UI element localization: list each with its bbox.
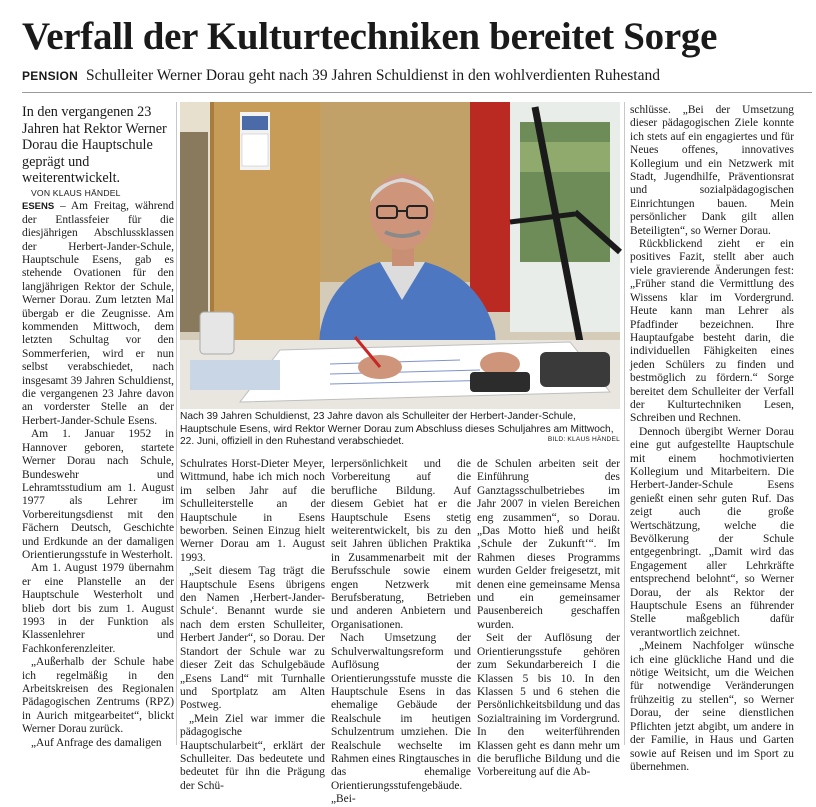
column-separator (624, 102, 625, 745)
photo-illustration (180, 102, 620, 409)
paragraph-text: – Am Freitag, während der Entlassfeier für die diesjährigen Abschlussklassen der Herbert-Jander-Schule, Hauptschule Esens, gab es stehende Ovationen für den langjährigen Rektor der Schule, Werner Dorau. Zum letzten Mal übergab er die Zeugnisse. Am kommenden Mittwoch, dem letzten Schultag vor den Sommerferien, wird er nun selbst verabschiedet, nach insgesamt 39 Jahren Schuldienst, die vergangenen 23 Jahre davon an vorderster Stelle an der Herbert-Jander-Schule Esens. (22, 200, 174, 427)
article-photo (180, 102, 620, 409)
paragraph: schlüsse. „Bei der Umsetzung dieser pädagogischen Ziele konnte ich stets auf ein engagiertes und für Neues offenes, innovatives Kollegium und ein Netzwerk mit Stadt, Jugendhilfe, Präventionsrat und sozialpädagogischen Einrichtungen bauen. Mein persönlicher Dank gilt allen Beteiligten“, so Werner Dorau. (630, 104, 794, 237)
byline: VON KLAUS HÄNDEL (31, 187, 121, 198)
paragraph: Am 1. August 1979 übernahm er eine Planstelle an der Hauptschule Westerholt und blieb dort bis zum 1. August 1993 in der Funktion als Klassenlehrer und Fachkonferenzleiter. (22, 562, 174, 655)
dateline: ESENS (22, 201, 55, 213)
photo-credit: BILD: KLAUS HÄNDEL (547, 436, 620, 443)
subheadline-kicker: PENSION (22, 69, 79, 83)
paragraph: „Auf Anfrage des damaligen (31, 736, 162, 749)
subheadline (22, 66, 812, 86)
paragraph: „Mein Ziel war immer die pädagogische Hauptschularbeit“, erklärt der Schulleiter. Das bedeutete und bedeutet für ihn die Prägung der Schü- (180, 712, 325, 792)
paragraph: „Seit diesem Tag trägt die Hauptschule Esens übrigens den Namen ‚Herbert-Jander-Schule‘. Benannt wurde sie nach dem ersten Schulleiter, Herbert Jander“, so Dorau. Der Standort der Schule war zu dieser Zeit das Schulgebäude „Esens Land“ mit Turnhalle und Sportplatz am Alten Postweg. (180, 565, 325, 712)
column-4 (477, 458, 620, 779)
paragraph: „Außerhalb der Schule habe ich regelmäßig in den Arbeitskreisen des Regionalen Pädagogischen Zentrums (RPZ) in Aurich mitgearbeitet“, blickt Werner Dorau zurück. (22, 656, 174, 736)
paragraph: Schulrates Horst-Dieter Meyer, Wittmund, habe ich mich noch im selben Jahr auf die Schulleiterstelle an der Hauptschule in Esens beworben. Seinen Einzug hielt Werner Dorau am 1. August 1993. (180, 458, 325, 564)
subheadline-text: Schulleiter Werner Dorau geht nach 39 Jahren Schuldienst in den wohlverdienten Ruhestand (86, 67, 660, 84)
paragraph: Dennoch übergibt Werner Dorau eine gut aufgestellte Hauptschule mit einem hochmotivierten Kollegium und Mitarbeitern. Die Herbert-Jander-Schule Esens genießt einen sehr guten Ruf. Das zeigt auch die große Wertschätzung, welche die Bevölkerung der Schule entgegenbringt. „Damit wird das Engagement aller Lehrkräfte entsprechend belohnt“, so Werner Dorau, der als Rektor der Hauptschule Esens an führender Stelle maßgeblich dafür verantwortlich zeichnet. (630, 425, 794, 639)
top-rule (22, 92, 812, 93)
paragraph: Am 1. Januar 1952 in Hannover geboren, startete Werner Dorau nach Schule, Bundeswehr und Lehramtsstudium am 1. August 1977 als Lehrer im Vorbereitungsdienst mit den Fächern Deutsch, Geschichte und Erdkunde an der damaligen Orientierungsstufe in Westerholt. (22, 428, 174, 561)
paragraph: de Schulen arbeiten seit der Einführung des Ganztagsschulbetriebes im Jahr 2007 in vielen Bereichen eng zusammen“, so Dorau. „Das Motto hieß und heißt ‚Schule der Zukunft‘“. Im Rahmen dieses Programms wurden Gelder freigesetzt, mit denen eine gemeinsame Mensa und ein gemeinsamer Pausenbereich geschaffen wurden. (477, 458, 620, 631)
teaser: In den vergangenen 23 Jahren hat Rektor Werner Dorau die Hauptschule geprägt und weiterentwickelt. (22, 104, 167, 187)
column-5 (630, 104, 794, 773)
headline: Verfall der Kulturtechniken bereitet Sorge (22, 15, 718, 58)
paragraph: Rückblickend zieht er ein positives Fazit, stellt aber auch viele gravierende Änderungen fest: „Früher stand die Vermittlung des Wissens klar im Vordergrund. Heute kann man Lehrer als Pfadfinder bezeichnen. Ihre Hauptaufgabe besteht darin, die individuellen Fähigkeiten eines jeden Schülers zu finden und bestmöglich zu fördern.“ Sorge bereitet dem Schulleiter der Verfall der Kulturtechniken Lesen, Schreiben und Rechnen. (630, 238, 794, 425)
photo-caption: Nach 39 Jahren Schuldienst, 23 Jahre davon als Schulleiter der Herbert-Jander-Schule, Hauptschule Esens, wird Rektor Werner Dorau zum Abschluss dieses Schuljahres am Mittwoch, 22. Juni, offiziell in den Ruhestand verabschiedet. (180, 411, 614, 448)
paragraph: „Meinem Nachfolger wünsche ich eine glückliche Hand und die nötige Weitsicht, um die Weichen für notwendige Veränderungen frühzeitig zu stellen“, so Werner Dorau, der seine dienstlichen Pflichten jetzt abgibt, um andere in der Familie, in Haus und Garten sowie auf Reisen und im Sport zu übernehmen. (630, 640, 794, 773)
paragraph: Seit der Auflösung der Orientierungsstufe gehören zum Sekundarbereich I die Klassen 5 bis 10. In den Klassen 5 und 6 stehen die Persönlichkeitsbildung und das Sozialtraining im Vordergrund. In den weiterführenden Klassen geht es dann mehr um die berufliche Bildung und die Vorbereitung auf die Ab- (477, 632, 620, 779)
paragraph: Nach Umsetzung der Schulverwaltungsreform und Auflösung der Orientierungsstufe musste die Hauptschule Esens in das ehemalige Gebäude der Realschule im heutigen Schulzentrum umziehen. Die Realschule wechselte im Rahmen eines Ringtausches in das ehemalige Orientierungsstufengebäude. „Bei- (331, 632, 471, 806)
column-1 (22, 104, 174, 749)
paragraph: lerpersönlichkeit und die Vorbereitung auf die berufliche Bildung. Auf diesem Gebiet hat er die Hauptschule Esens stetig weiterentwickelt, bis zu den seit Jahren üblichen Praktika in Zusammenarbeit mit der Berufsschule sowie einem engen Netzwerk mit Berufsberatung, Betrieben und anderen Anbietern und Organisationen. (331, 458, 471, 631)
column-3 (331, 458, 471, 806)
column-separator (176, 102, 177, 745)
paragraph (22, 200, 174, 428)
column-2 (180, 458, 325, 792)
